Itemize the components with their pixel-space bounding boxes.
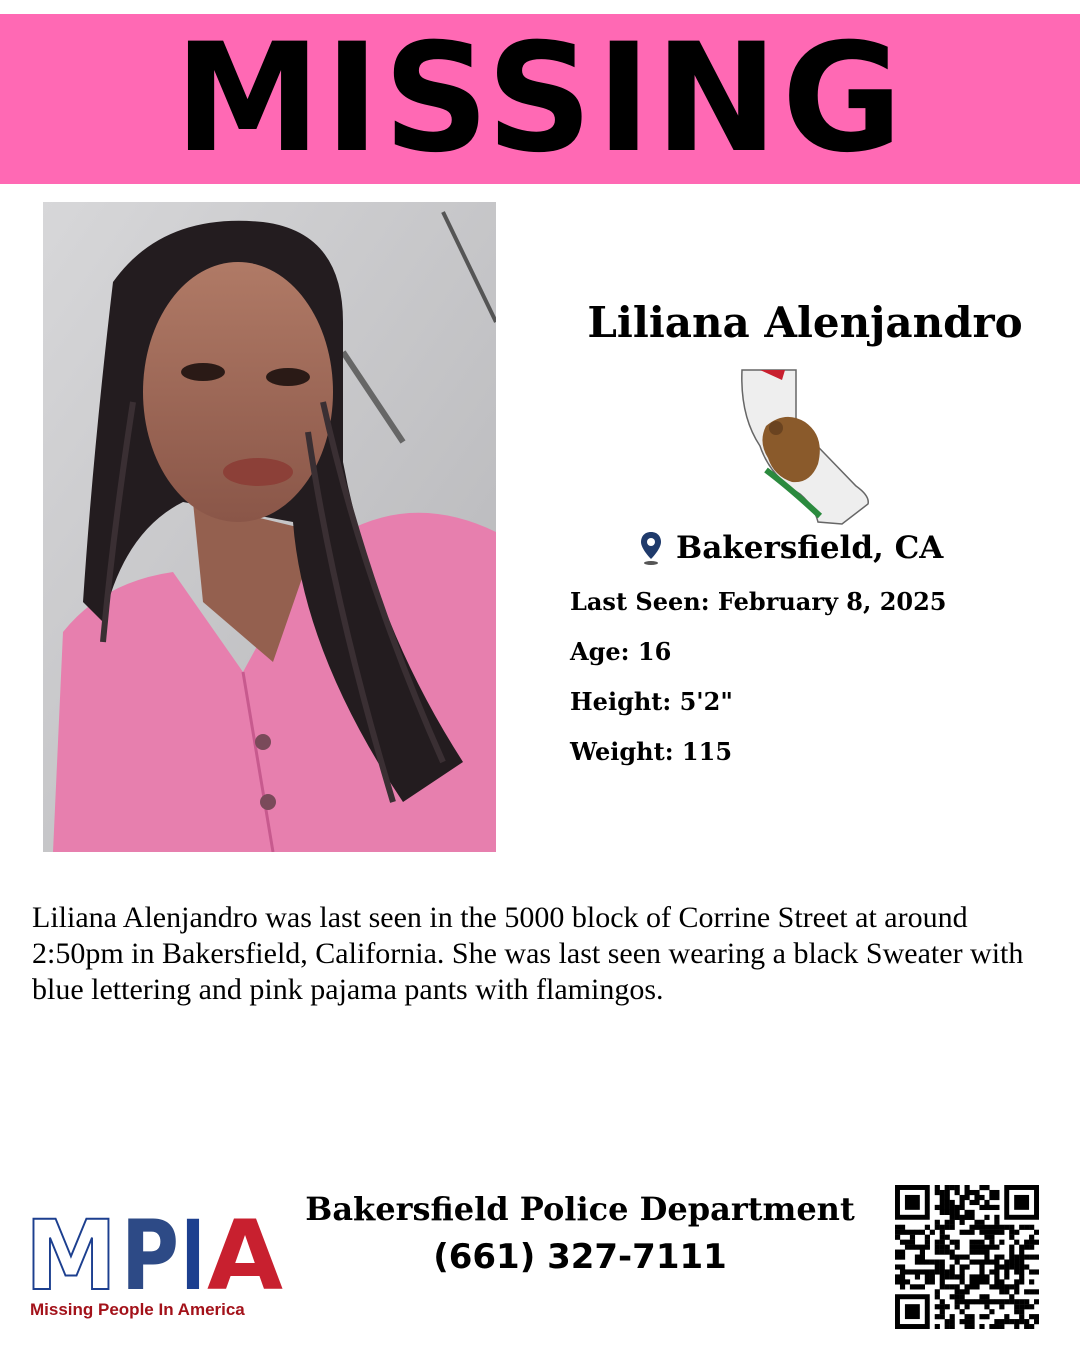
phone-number[interactable]: (661) 327-7111 [433,1237,727,1277]
fact-value: 16 [637,637,672,666]
map-pin-icon [640,531,662,565]
mpia-logo [25,1205,285,1325]
agency-name: Bakersfield Police Department [305,1190,855,1228]
missing-banner [0,14,1080,184]
fact-label: Age [570,637,621,666]
fact-label: Last Seen [570,587,701,616]
fact-value: 115 [681,737,733,766]
facts-list [570,586,947,786]
contact-block [290,1185,870,1281]
fact-last-seen: Last Seen: February 8, 2025 [570,587,947,616]
svg-text:P: P [121,1205,179,1295]
logo-tagline: Missing People In America [30,1300,245,1319]
banner-title: MISSING [174,12,906,186]
location-text: Bakersfield, CA [676,530,944,566]
svg-text:I: I [181,1205,205,1295]
mpia-letters [25,1205,285,1295]
fact-height: Height: 5'2" [570,687,733,716]
fact-weight: Weight: 115 [570,737,733,766]
fact-age: Age: 16 [570,637,672,666]
qr-code-icon[interactable] [895,1185,1039,1329]
california-flag-map-icon [730,366,880,528]
fact-value: February 8, 2025 [717,587,947,616]
fact-label: Weight [570,737,665,766]
svg-text:M: M [25,1205,117,1295]
fact-label: Height [570,687,663,716]
svg-text:A: A [207,1205,283,1295]
person-photo [43,202,496,852]
location [640,528,943,568]
fact-value: 5'2" [679,687,733,716]
person-name: Liliana Alenjandro [587,298,1023,347]
description: Liliana Alenjandro was last seen in the 5000 block of Corrine Street at around 2:50pm in Bakersfield, California. She was last seen wearing a black Sweater with blue lettering and pink pajama pants with flamingos. [32,901,1024,1006]
